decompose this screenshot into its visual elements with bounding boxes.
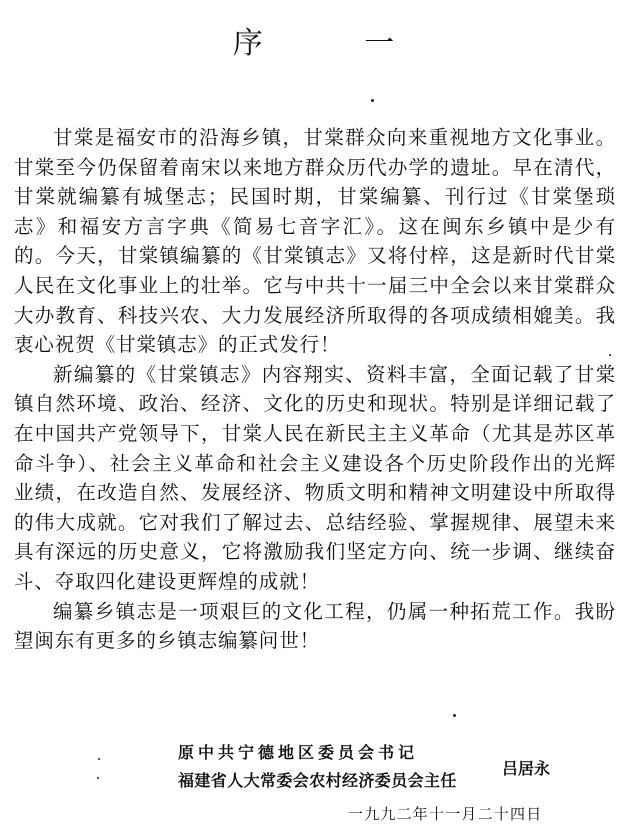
signer-name: 吕居永 xyxy=(502,759,551,778)
scan-speck xyxy=(453,714,456,717)
signer-position-2: 福建省人大常委会农村经济委员会主任 xyxy=(178,771,457,790)
signature-date: 一九九二年十一月二十四日 xyxy=(348,805,543,823)
signer-position-1: 原中共宁德地区委员会书记 xyxy=(178,743,419,762)
signature-block xyxy=(0,742,627,832)
paragraph-3: 编纂乡镇志是一项艰巨的文化工程，仍属一种拓荒工作。我盼望闽东有更多的乡镇志编纂问世！ xyxy=(14,599,616,653)
paragraph-2: 新编纂的《甘棠镇志》内容翔实、资料丰富，全面记载了甘棠镇自然环境、政治、经济、文化的历史和现状。特别是详细记载了在中国共产党领导下，甘棠人民在新民主主义革命（尤其是苏区革命斗争）、社会主义革命和社会主义建设各个历史阶段作出的光辉业绩，在改造自然、发展经济、物质文明和精神文明建设中所取得的伟大成就。它对我们了解过去、总结经验、掌握规律、展望未来具有深远的历史意义，它将激励我们坚定方向、统一步调、继续奋斗、夺取四化建设更辉煌的成就！ xyxy=(14,362,616,593)
paragraph-1: 甘棠是福安市的沿海乡镇，甘棠群众向来重视地方文化事业。甘棠至今仍保留着南宋以来地方群众历代办学的遗址。早在清代，甘棠就编纂有城堡志；民国时期，甘棠编纂、刊行过《甘棠堡琐志》和福安方言字典《简易七音字汇》。这在闽东乡镇中是少有的。今天，甘棠镇编纂的《甘棠镇志》又将付梓，这是新时代甘棠人民在文化事业上的壮举。它与中共十一届三中全会以来甘棠群众大办教育、科技兴农、大力发展经济所取得的各项成绩相媲美。我衷心祝贺《甘棠镇志》的正式发行！ xyxy=(14,126,616,357)
document-title: 序 一 xyxy=(232,26,441,62)
document-body xyxy=(14,123,616,656)
scan-speck xyxy=(371,99,374,102)
